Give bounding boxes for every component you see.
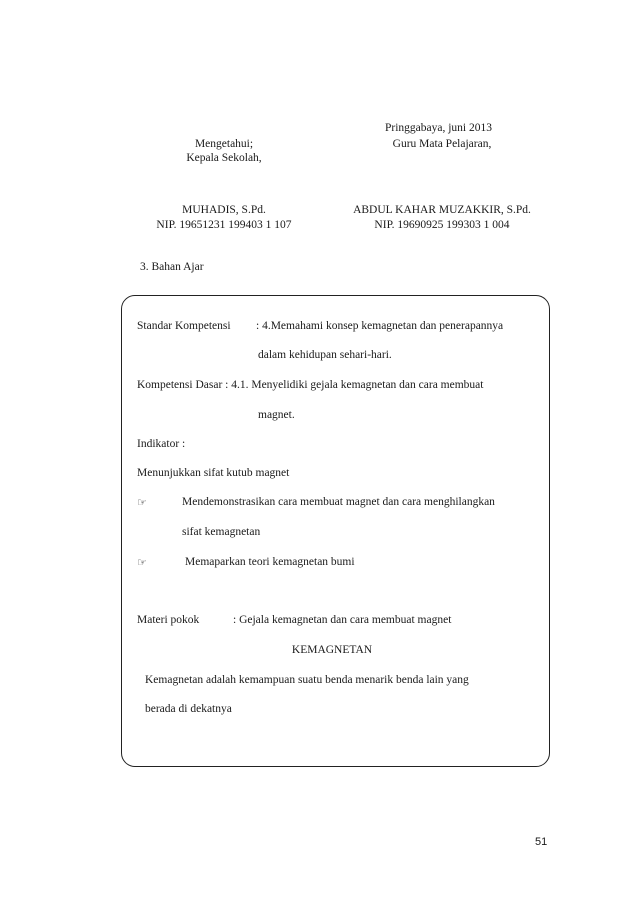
pointing-hand-icon: ☞ bbox=[137, 496, 147, 509]
pointing-hand-icon: ☞ bbox=[137, 556, 147, 569]
left-signer-name: MUHADIS, S.Pd. bbox=[182, 204, 266, 216]
right-signer-nip: NIP. 19690925 199303 1 004 bbox=[374, 219, 510, 231]
indikator-item-3: Memaparkan teori kemagnetan bumi bbox=[185, 556, 355, 568]
left-signer-nip: NIP. 19651231 199403 1 107 bbox=[156, 219, 292, 231]
left-signer-line2: Kepala Sekolah, bbox=[186, 152, 262, 164]
indikator-item-2-line1: Mendemonstrasikan cara membuat magnet dan cara menghilangkan bbox=[182, 496, 495, 508]
body-line2: berada di dekatnya bbox=[145, 703, 232, 715]
box-title: KEMAGNETAN bbox=[291, 644, 373, 656]
left-signer-line1: Mengetahui; bbox=[194, 138, 254, 150]
page-number: 51 bbox=[535, 836, 548, 848]
right-signer-name: ABDUL KAHAR MUZAKKIR, S.Pd. bbox=[353, 204, 531, 216]
sk-label: Standar Kompetensi bbox=[137, 320, 231, 332]
place-date: Pringgabaya, juni 2013 bbox=[385, 122, 492, 134]
indikator-item-2-line2: sifat kemagnetan bbox=[182, 526, 261, 538]
section-heading: 3. Bahan Ajar bbox=[140, 261, 204, 273]
sk-text-line2: dalam kehidupan sehari-hari. bbox=[258, 349, 392, 361]
indikator-label: Indikator : bbox=[137, 438, 186, 450]
kd-text-line2: magnet. bbox=[258, 409, 295, 421]
materi-label: Materi pokok bbox=[137, 614, 200, 626]
sk-text-line1: : 4.Memahami konsep kemagnetan dan penerapannya bbox=[256, 320, 504, 332]
kd-text-line1: Kompetensi Dasar : 4.1. Menyelidiki gejala kemagnetan dan cara membuat bbox=[137, 379, 484, 391]
materi-text: : Gejala kemagnetan dan cara membuat magnet bbox=[233, 614, 452, 626]
body-line1: Kemagnetan adalah kemampuan suatu benda menarik benda lain yang bbox=[145, 674, 469, 686]
indikator-item-1: Menunjukkan sifat kutub magnet bbox=[137, 467, 290, 479]
right-signer-line1: Guru Mata Pelajaran, bbox=[392, 138, 492, 150]
